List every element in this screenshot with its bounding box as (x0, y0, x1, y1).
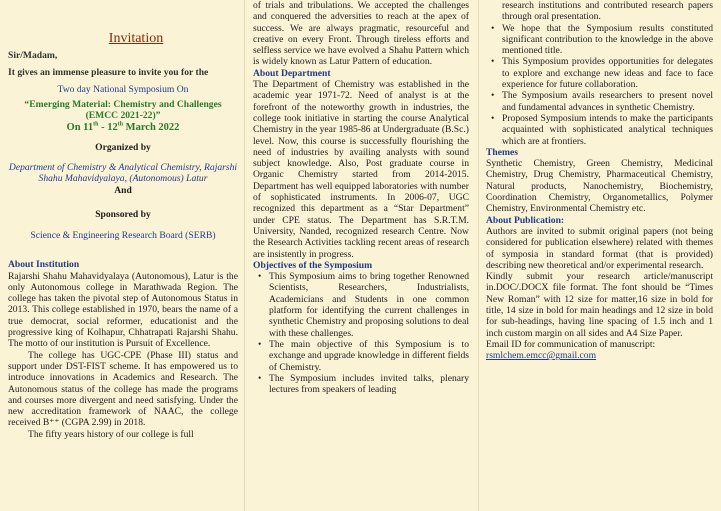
about-publication-heading: About Publication: (486, 214, 565, 226)
objective-item: • The Symposium includes invited talks, plenary lectures from speakers of leading (253, 373, 469, 396)
dates-prefix: On 11 (66, 122, 94, 134)
dates-sup1: th (93, 121, 99, 128)
and-label: And (114, 185, 132, 197)
about-institution-paragraph: Rajarshi Shahu Mahavidyalaya (Autonomous), Latur is the only Autonomous college in Marathwada Region. The college has taken the pivotal step of Autonomous Status in 2013. This college established in 1970, bears the name of a true democrat, social reformer, educationist and the progressive king of Kolhapur, Chhatrapati Rajarshi Shahu. The motto of our institution is Pursuit of Excellence. (8, 270, 238, 350)
dates-sup2: th (117, 121, 124, 128)
about-institution-heading: About Institution (8, 259, 80, 271)
symposium-acronym: (EMCC 2021-22)” (85, 110, 161, 122)
dates-mid: - 12 (98, 122, 118, 134)
dates-suffix: March 2022 (123, 122, 180, 134)
email-link[interactable]: rsmlchem.emcc@gmail.com (486, 350, 597, 362)
salutation: Sir/Madam, (8, 50, 58, 61)
fold-line (478, 0, 479, 511)
about-institution-paragraph: The fifty years history of our college is full (28, 428, 194, 440)
sponsored-by-label: Sponsored by (95, 208, 151, 220)
sponsor-name: Science & Engineering Research Board (SERB) (30, 229, 216, 241)
invitation-title: Invitation (108, 31, 164, 46)
symposium-dates (8, 121, 238, 134)
column-invitation (8, 0, 238, 511)
fold-line (244, 0, 245, 511)
objective-item: • Proposed Symposium intends to make the participants acquainted with sophisticated analytical techniques which are at frontiers. (486, 113, 713, 147)
objective-item: • The Symposium avails researchers to present novel and fundamental advances in synthetic Chemistry. (486, 90, 713, 113)
objectives-list (253, 271, 469, 395)
objective-item: • This Symposium provides opportunities for delegates to explore and exchange new ideas and face to face experience for future collaboration. (486, 56, 713, 90)
organizer-department: Department of Chemistry & Analytical Chemistry, Rajarshi Shahu Mahavidyalaya, (Autonomous) Latur (8, 161, 238, 185)
objective-item: • We hope that the Symposium results constituted significant contribution to the knowledge in the above mentioned title. (486, 23, 713, 57)
about-department-heading: About Department (253, 67, 331, 79)
institution-paragraph-continued: of trials and tribulations. We accepted the challenges and conquered the adversities to reach at the apex of success. We are always pragmatic, resourceful and creative on every Front. Through tireless efforts and selfless service we have evolved a Shahu Pattern which is widely known as Latur Pattern of education. (253, 0, 469, 68)
column-department (253, 0, 469, 511)
email-label: Email ID for communication of manuscript: (486, 338, 656, 350)
about-department-paragraph: The Department of Chemistry was established in the academic year 1971-72. Need of analyst is at the forefront of the noteworthy growth in industries, the college took initiative in starting the course Analytical Chemistry in the year 1985-86 at Undergraduate (B.Sc.) level. Now, this course is successfully flourishing the need of industries by availing analysts with sound subject knowledge. Also, Post graduate course in Organic Chemistry started from 2014-2015. Department has well equipped laboratories with number of sophisticated instruments. In 2006-07, UGC recognized this department as a “Star Department” under CPE status. The Department has S.R.T.M. University, Nanded, recognized research Centre. Now the Research Activities tackling recent areas of research are insistently in progress. (253, 79, 469, 260)
objective-item-continued: research institutions and contributed research papers through oral presentation. (502, 0, 713, 23)
objective-item: • The main objective of this Symposium is to exchange and upgrade knowledge in different fields of Chemistry. (253, 339, 469, 373)
publication-paragraph: Kindly submit your research article/manuscript in.DOC/.DOCX file format. The font should be “Times New Roman” with 12 size for matter,16 size in bold for title, 14 size in bold for main headings and 12 size in bold for sub-headings, having line spacing of 1.5 inch and 1 inch custom margin on all sides and A4 Size Paper. (486, 271, 713, 339)
themes-heading: Themes (486, 146, 518, 158)
column-publication (486, 0, 713, 511)
about-institution-paragraph: The college has UGC-CPE (Phase III) status and support under DST-FIST scheme. It has empowered us to introduce innovations in Academics and Research. The Autonomous status of the college has made the programs and courses more divergent and need satisfying. Under the new accreditation framework of NAAC, the college received B⁺⁺ (CGPA 2.99) in 2018. (8, 349, 238, 429)
symposium-title: “Emerging Material: Chemistry and Challenges (24, 98, 222, 110)
themes-text: Synthetic Chemistry, Green Chemistry, Medicinal Chemistry, Drug Chemistry, Pharmaceutical Chemistry, Natural products, Nanochemistry, Biochemistry, Coordination Chemistry, Organometallics, Polymer Chemistry, Environmental Chemistry etc. (486, 158, 713, 215)
objectives-heading: Objectives of the Symposium (253, 259, 373, 271)
symposium-line: Two day National Symposium On (57, 83, 189, 95)
objectives-list-continued (486, 23, 713, 147)
organized-by-label: Organized by (95, 142, 151, 154)
publication-paragraph: Authors are invited to submit original papers (not being considered for publication elsewhere) related with themes of symposia in standard format (that is provided) describing new theoretical and/or experimental research. (486, 225, 713, 271)
objective-item: • This Symposium aims to bring together Renowned Scientists, Researchers, Industrialists, Academicians and Students in one common platform for identifying the current challenges in synthetic Chemistry and proposing solutions to deal with these challenges. (253, 271, 469, 339)
intro-line: It gives an immense pleasure to invite you for the (8, 67, 209, 79)
